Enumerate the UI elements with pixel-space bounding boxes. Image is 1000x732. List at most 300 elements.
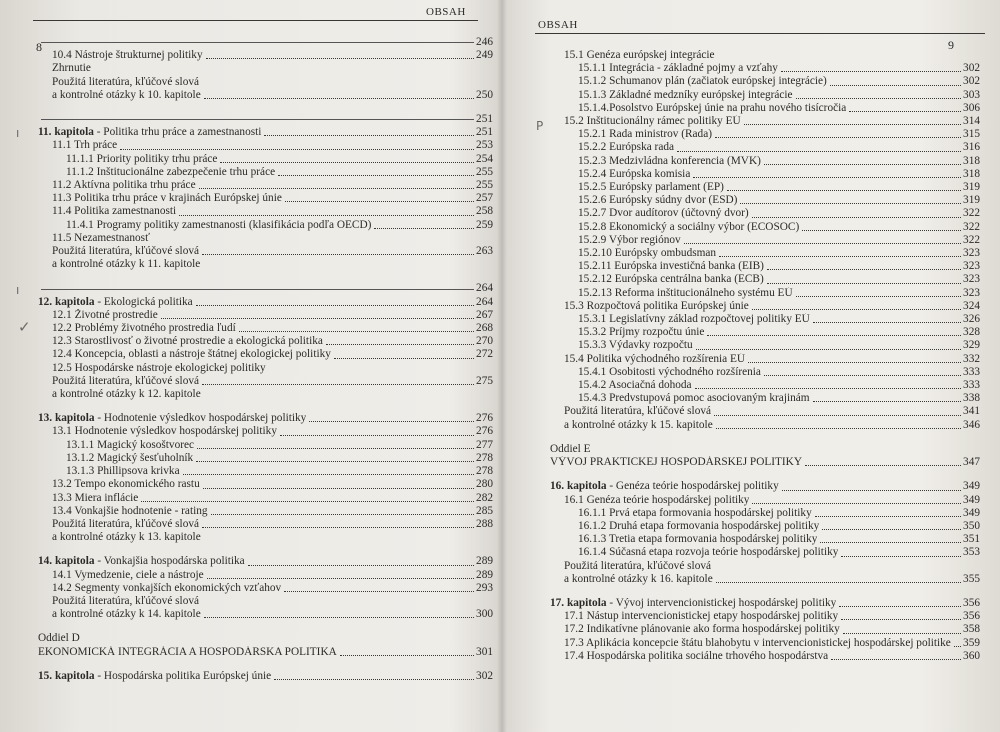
toc-entry bbox=[38, 412, 493, 425]
toc-entry-label bbox=[578, 89, 793, 102]
toc-entry bbox=[38, 258, 493, 271]
toc-entry-label bbox=[66, 219, 371, 232]
toc-entry-label bbox=[578, 221, 799, 234]
toc-entry-text: a kontrolné otázky k 14. kapitole bbox=[52, 608, 201, 621]
toc-entry-label bbox=[52, 608, 201, 621]
toc-entry-text: Použitá literatúra, kľúčové slová bbox=[564, 405, 712, 418]
toc-entry bbox=[550, 546, 980, 559]
toc-entry bbox=[38, 309, 493, 322]
dot-leader bbox=[716, 582, 961, 583]
dot-leader bbox=[677, 151, 961, 152]
toc-entry-label bbox=[52, 139, 117, 152]
dot-leader bbox=[752, 503, 961, 504]
toc-page-number: 277 bbox=[476, 438, 493, 451]
toc-page-number: 338 bbox=[963, 392, 980, 405]
toc-entry-label bbox=[578, 260, 764, 273]
dot-leader bbox=[248, 565, 474, 566]
toc-entry-text: 13.2 Tempo ekonomického rastu bbox=[52, 478, 200, 491]
toc-entry-label bbox=[52, 89, 201, 102]
toc-entry-label bbox=[66, 465, 180, 478]
toc-entry bbox=[38, 646, 493, 659]
toc-page-number: 300 bbox=[476, 608, 493, 621]
toc-entry-text: VÝVOJ PRAKTICKEJ HOSPODÁRSKEJ POLITIKY bbox=[550, 456, 803, 469]
dot-leader bbox=[202, 527, 474, 528]
toc-entry-text: a kontrolné otázky k 12. kapitole bbox=[52, 388, 201, 401]
toc-entry-text: a kontrolné otázky k 13. kapitole bbox=[52, 531, 201, 544]
toc-entry-label bbox=[564, 353, 745, 366]
toc-page-number: 353 bbox=[963, 546, 980, 559]
toc-entry-label bbox=[550, 597, 836, 610]
toc-list bbox=[38, 36, 493, 683]
toc-entry-label bbox=[564, 573, 713, 586]
toc-entry bbox=[550, 207, 980, 220]
toc-entry bbox=[38, 569, 493, 582]
toc-entry bbox=[550, 181, 980, 194]
toc-page-number: 323 bbox=[963, 247, 980, 260]
toc-page-number: 306 bbox=[963, 101, 980, 114]
toc-entry-text: Použitá literatúra, kľúčové slová bbox=[52, 75, 200, 88]
toc-entry-text: 16.1.4 Súčasná etapa rozvoja teórie hospodárskej politiky bbox=[578, 546, 839, 559]
toc-page-number: 249 bbox=[476, 49, 493, 62]
toc-entry-text: - Ekologická politika bbox=[94, 295, 193, 308]
dot-leader bbox=[727, 190, 961, 191]
toc-entry-label bbox=[578, 379, 692, 392]
toc-page-number: 255 bbox=[476, 165, 493, 178]
toc-entry-text: 11.2 Aktívna politika trhu práce bbox=[52, 179, 196, 192]
toc-page-number: 359 bbox=[963, 636, 980, 649]
dot-leader bbox=[202, 254, 474, 255]
toc-entry-label bbox=[578, 207, 749, 220]
toc-entry bbox=[550, 533, 980, 546]
pencil-mark: ı bbox=[16, 126, 20, 140]
toc-entry-label bbox=[38, 555, 245, 568]
toc-entry-text: a kontrolné otázky k 10. kapitole bbox=[52, 88, 201, 101]
toc-entry-text: 11.1 Trh práce bbox=[52, 139, 118, 152]
toc-entry bbox=[38, 439, 493, 452]
dot-leader bbox=[334, 358, 474, 359]
toc-entry-label bbox=[578, 194, 737, 207]
toc-entry-text: Použitá literatúra, kľúčové slová bbox=[52, 245, 200, 258]
toc-entry-label bbox=[564, 115, 741, 128]
toc-entry-label bbox=[38, 126, 261, 139]
dot-leader bbox=[196, 461, 474, 462]
toc-page-number: 322 bbox=[963, 207, 980, 220]
dot-leader bbox=[183, 474, 474, 475]
toc-page-number: 259 bbox=[476, 218, 493, 231]
dot-leader bbox=[278, 175, 474, 176]
toc-entry bbox=[38, 49, 493, 62]
toc-entry bbox=[38, 245, 493, 258]
dot-leader bbox=[684, 243, 961, 244]
toc-page-number: 350 bbox=[963, 519, 980, 532]
toc-entry bbox=[38, 232, 493, 245]
dot-leader bbox=[752, 217, 961, 218]
toc-entry bbox=[550, 405, 980, 418]
dot-leader bbox=[841, 619, 961, 620]
running-head: OBSAH bbox=[538, 19, 578, 31]
dot-leader bbox=[696, 349, 961, 350]
toc-entry-text: 15.4 Politika východného rozšírenia EÚ bbox=[564, 352, 746, 365]
toc-page-number: 246 bbox=[476, 36, 493, 48]
toc-page-number: 276 bbox=[476, 425, 493, 438]
dot-leader bbox=[813, 401, 962, 402]
dot-leader bbox=[820, 542, 961, 543]
toc-entry-text: 11.3 Politika trhu práce v krajinách Európskej únie bbox=[52, 192, 282, 205]
toc-entry-text: 12.4 Koncepcia, oblasti a nástroje štátnej ekologickej politiky bbox=[52, 348, 331, 361]
toc-page-number: 302 bbox=[963, 62, 980, 75]
toc-entry-label bbox=[52, 595, 199, 608]
dot-leader bbox=[831, 659, 961, 660]
toc-entry-label bbox=[52, 322, 236, 335]
toc-entry-label bbox=[578, 273, 764, 286]
toc-page-number: 251 bbox=[476, 126, 493, 139]
dot-leader bbox=[197, 448, 474, 449]
toc-entry bbox=[38, 518, 493, 531]
dot-leader bbox=[843, 633, 961, 634]
toc-page-number: 257 bbox=[476, 192, 493, 205]
toc-page-number: 258 bbox=[476, 205, 493, 218]
chapter-number: 15. kapitola bbox=[38, 669, 95, 682]
dot-leader bbox=[719, 256, 961, 257]
toc-entry-text: 15.2.4 Európska komisia bbox=[578, 167, 691, 180]
dot-leader bbox=[767, 269, 961, 270]
toc-entry-label bbox=[66, 153, 217, 166]
toc-entry bbox=[550, 194, 980, 207]
toc-entry-label bbox=[52, 335, 323, 348]
toc-entry-label bbox=[52, 388, 201, 401]
toc-entry-text: 13.4 Vonkajšie hodnotenie - rating bbox=[52, 504, 208, 517]
toc-entry-text: 15.4.2 Asociačná dohoda bbox=[578, 379, 692, 392]
toc-page-number: 255 bbox=[476, 179, 493, 192]
toc-entry bbox=[38, 36, 493, 49]
toc-entry-text: 15.2.12 Európska centrálna banka (ECB) bbox=[578, 273, 764, 286]
toc-page-number: 323 bbox=[963, 286, 980, 299]
toc-page-number: 285 bbox=[476, 504, 493, 517]
dot-leader bbox=[813, 322, 961, 323]
toc-entry-text: Použitá literatúra, kľúčové slová bbox=[52, 374, 200, 387]
toc-page-number: 341 bbox=[963, 405, 980, 418]
dot-leader bbox=[141, 501, 474, 502]
dot-leader bbox=[340, 655, 474, 656]
toc-entry bbox=[38, 76, 493, 89]
toc-entry-text: - Politika trhu práce a zamestnanosti bbox=[93, 126, 262, 139]
toc-entry bbox=[550, 247, 980, 260]
toc-entry-text: 15.3.3 Výdavky rozpočtu bbox=[578, 339, 693, 352]
toc-page-number: 322 bbox=[963, 220, 980, 233]
toc-entry-text: 15.2.7 Dvor audítorov (účtovný dvor) bbox=[578, 207, 749, 220]
toc-entry-label bbox=[578, 75, 827, 88]
toc-entry-text: a kontrolné otázky k 16. kapitole bbox=[564, 572, 713, 585]
dot-leader bbox=[695, 388, 961, 389]
toc-entry-label bbox=[550, 480, 779, 493]
toc-entry bbox=[38, 478, 493, 491]
toc-page-number: 250 bbox=[476, 88, 493, 101]
toc-entry-text: 13.3 Miera inflácie bbox=[52, 491, 139, 504]
toc-page-number: 349 bbox=[963, 480, 980, 493]
dot-leader bbox=[693, 177, 961, 178]
toc-page-number: 280 bbox=[476, 478, 493, 491]
dot-leader bbox=[716, 428, 961, 429]
dot-leader bbox=[839, 606, 961, 607]
toc-entry-label bbox=[52, 425, 277, 438]
toc-page-number: 253 bbox=[476, 139, 493, 152]
toc-entry-text: 15.2.11 Európska investičná banka (EIB) bbox=[578, 260, 764, 273]
toc-page-number: 360 bbox=[963, 649, 980, 662]
pencil-check: ✓ bbox=[18, 318, 31, 336]
dot-leader bbox=[796, 296, 961, 297]
toc-entry-text: 13.1.2 Magický šesťuholník bbox=[66, 451, 194, 464]
toc-entry bbox=[550, 102, 980, 115]
toc-entry-label bbox=[52, 492, 138, 505]
toc-entry bbox=[38, 296, 493, 309]
dot-leader bbox=[274, 679, 474, 680]
toc-page-number: 301 bbox=[476, 645, 493, 658]
dot-leader bbox=[284, 591, 474, 592]
toc-entry-text: 15.1.3 Základné medzníky európskej integrácie bbox=[578, 88, 793, 101]
right-page bbox=[520, 0, 985, 732]
toc-entry bbox=[550, 623, 980, 636]
toc-page-number: 319 bbox=[963, 181, 980, 194]
toc-entry bbox=[550, 480, 980, 493]
toc-entry bbox=[38, 153, 493, 166]
toc-entry-text: 12.2 Problémy životného prostredia ľudí bbox=[52, 322, 236, 335]
toc-entry bbox=[38, 282, 493, 295]
dot-leader bbox=[715, 137, 961, 138]
dot-leader bbox=[203, 488, 474, 489]
toc-page-number: 289 bbox=[476, 555, 493, 568]
dot-leader bbox=[264, 135, 474, 136]
dot-leader bbox=[805, 465, 961, 466]
toc-entry-label bbox=[66, 452, 193, 465]
toc-entry bbox=[550, 89, 980, 102]
toc-page-number: 314 bbox=[963, 115, 980, 128]
toc-entry-label bbox=[564, 494, 749, 507]
toc-page-number: 347 bbox=[963, 456, 980, 469]
toc-entry-text: 13.1.3 Phillipsova krivka bbox=[66, 465, 180, 478]
toc-page-number: 270 bbox=[476, 335, 493, 348]
toc-entry-text: 17.2 Indikatívne plánovanie ako forma hospodárskej politiky bbox=[564, 623, 840, 636]
toc-entry bbox=[550, 221, 980, 234]
dot-leader bbox=[374, 228, 474, 229]
toc-entry-label bbox=[578, 392, 810, 405]
toc-page-number: 351 bbox=[963, 533, 980, 546]
toc-entry-text: 16.1.2 Druhá etapa formovania hospodárskej politiky bbox=[578, 519, 820, 532]
toc-entry bbox=[38, 219, 493, 232]
toc-entry-label bbox=[52, 375, 199, 388]
toc-entry bbox=[38, 452, 493, 465]
toc-entry-label bbox=[578, 326, 704, 339]
toc-entry-label bbox=[578, 155, 761, 168]
toc-entry-label bbox=[578, 234, 681, 247]
dot-leader bbox=[781, 71, 961, 72]
toc-entry-label bbox=[564, 637, 951, 650]
toc-entry-label bbox=[564, 560, 711, 573]
toc-entry bbox=[38, 166, 493, 179]
toc-entry-text: 11.4 Politika zamestnanosti bbox=[52, 205, 177, 218]
toc-entry-text: 14.2 Segmenty vonkajších ekonomických vzťahov bbox=[52, 581, 282, 594]
toc-page-number: 315 bbox=[963, 128, 980, 141]
dot-leader bbox=[748, 362, 961, 363]
pencil-mark: P bbox=[536, 119, 544, 133]
toc-entry bbox=[38, 205, 493, 218]
toc-entry bbox=[550, 520, 980, 533]
dot-leader bbox=[239, 331, 474, 332]
toc-page-number: 276 bbox=[476, 412, 493, 425]
toc-entry bbox=[550, 650, 980, 663]
toc-entry-text: 13.1 Hodnotenie výsledkov hospodárskej politiky bbox=[52, 425, 277, 438]
toc-page-number: 318 bbox=[963, 167, 980, 180]
toc-entry-text: 15.4.3 Predvstupová pomoc asociovaným krajinám bbox=[578, 392, 810, 405]
dot-leader bbox=[822, 529, 961, 530]
toc-entry bbox=[550, 366, 980, 379]
toc-entry-label bbox=[52, 362, 266, 375]
toc-entry-label bbox=[550, 443, 590, 456]
toc-entry-text: 15.3.2 Príjmy rozpočtu únie bbox=[578, 326, 705, 339]
toc-entry bbox=[38, 362, 493, 375]
page-number: 8 bbox=[36, 40, 42, 54]
toc-entry-label bbox=[578, 546, 838, 559]
dot-leader bbox=[41, 289, 474, 290]
toc-page-number: 275 bbox=[476, 374, 493, 387]
toc-entry bbox=[550, 115, 980, 128]
toc-entry-label bbox=[52, 245, 199, 258]
toc-entry-text: Zhrnutie bbox=[52, 62, 91, 75]
toc-entry-label bbox=[578, 507, 812, 520]
toc-entry-text: 13.1.1 Magický kosoštvorec bbox=[66, 438, 195, 451]
toc-page-number: 264 bbox=[476, 295, 493, 308]
toc-entry-text: 15.2 Inštitucionálny rámec politiky EÚ bbox=[564, 115, 741, 128]
toc-entry-label bbox=[564, 405, 711, 418]
toc-page-number: 349 bbox=[963, 506, 980, 519]
toc-page-number: 302 bbox=[476, 669, 493, 682]
toc-entry bbox=[550, 62, 980, 75]
chapter-number: 16. kapitola bbox=[550, 480, 607, 493]
toc-entry-label bbox=[578, 128, 712, 141]
toc-entry-text: 11.5 Nezamestnanosť bbox=[52, 231, 150, 244]
toc-entry-text: 17.3 Aplikácia koncepcie štátu blahobytu v intervencionistickej hospodárskej politike bbox=[564, 636, 951, 649]
toc-entry bbox=[38, 632, 493, 645]
dot-leader bbox=[707, 335, 961, 336]
toc-entry bbox=[550, 273, 980, 286]
toc-entry-text: 11.1.2 Inštitucionálne zabezpečenie trhu práce bbox=[66, 165, 276, 178]
dot-leader bbox=[41, 119, 474, 120]
toc-entry bbox=[38, 179, 493, 192]
running-head: OBSAH bbox=[426, 6, 466, 18]
toc-entry-label bbox=[66, 166, 275, 179]
toc-entry bbox=[550, 49, 980, 62]
toc-page-number: 288 bbox=[476, 517, 493, 530]
toc-entry-label bbox=[578, 181, 724, 194]
toc-entry-text: 15.2.9 Výbor regiónov bbox=[578, 233, 681, 246]
toc-entry-text: 16.1.3 Tretia etapa formovania hospodárskej politiky bbox=[578, 533, 818, 546]
toc-entry bbox=[550, 379, 980, 392]
toc-entry-label bbox=[578, 168, 690, 181]
toc-page-number: 267 bbox=[476, 308, 493, 321]
toc-page-number: 254 bbox=[476, 152, 493, 165]
toc-entry bbox=[38, 375, 493, 388]
toc-entry-text: 12.5 Hospodárske nástroje ekologickej politiky bbox=[52, 361, 266, 374]
toc-entry-text: 15.2.3 Medzivládna konferencia (MVK) bbox=[578, 154, 761, 167]
toc-page-number: 278 bbox=[476, 451, 493, 464]
toc-page-number: 358 bbox=[963, 623, 980, 636]
toc-entry-label bbox=[52, 518, 199, 531]
toc-entry-label bbox=[52, 232, 150, 245]
toc-entry-text: 12.3 Starostlivosť o životné prostredie a ekologická politika bbox=[52, 335, 323, 348]
toc-entry-text: - Vonkajšia hospodárska politika bbox=[94, 555, 245, 568]
toc-page-number: 282 bbox=[476, 491, 493, 504]
dot-leader bbox=[285, 201, 474, 202]
toc-page-number: 316 bbox=[963, 141, 980, 154]
header-rule bbox=[33, 20, 478, 21]
toc-entry-label bbox=[564, 650, 828, 663]
toc-entry-label bbox=[578, 141, 674, 154]
toc-page-number: 319 bbox=[963, 194, 980, 207]
toc-entry bbox=[38, 192, 493, 205]
toc-page-number: 349 bbox=[963, 493, 980, 506]
toc-entry-text: 15.1 Genéza európskej integrácie bbox=[564, 49, 715, 61]
toc-page-number: 356 bbox=[963, 596, 980, 609]
toc-entry-label bbox=[52, 205, 176, 218]
toc-entry bbox=[38, 348, 493, 361]
toc-entry bbox=[550, 128, 980, 141]
dot-leader bbox=[161, 318, 474, 319]
dot-leader bbox=[220, 162, 474, 163]
toc-page-number: 303 bbox=[963, 88, 980, 101]
toc-entry bbox=[550, 287, 980, 300]
dot-leader bbox=[120, 149, 474, 150]
toc-entry-text: Použitá literatúra, kľúčové slová bbox=[52, 517, 200, 530]
toc-entry-label bbox=[52, 569, 204, 582]
toc-page-number: 272 bbox=[476, 348, 493, 361]
toc-entry-text: 15.2.8 Ekonomický a sociálny výbor (ECOSOC) bbox=[578, 220, 800, 233]
dot-leader bbox=[199, 188, 474, 189]
dot-leader bbox=[309, 421, 474, 422]
toc-entry-text: 12.1 Životné prostredie bbox=[52, 308, 158, 321]
dot-leader bbox=[764, 164, 961, 165]
toc-entry-text: a kontrolné otázky k 15. kapitole bbox=[564, 418, 713, 431]
toc-entry-label bbox=[578, 520, 819, 533]
toc-page-number: 302 bbox=[963, 75, 980, 88]
toc-entry-text: 15.1.4.Posolstvo Európskej únie na prahu nového tisícročia bbox=[578, 101, 847, 114]
toc-entry-label bbox=[66, 439, 194, 452]
toc-entry-label bbox=[564, 49, 715, 62]
toc-entry bbox=[38, 505, 493, 518]
toc-entry bbox=[550, 610, 980, 623]
toc-entry bbox=[38, 608, 493, 621]
book-gutter bbox=[497, 0, 507, 732]
toc-entry-text: 15.2.10 Európsky ombudsman bbox=[578, 247, 717, 260]
toc-entry bbox=[38, 113, 493, 126]
dot-leader bbox=[752, 309, 961, 310]
toc-entry-label bbox=[578, 313, 810, 326]
dot-leader bbox=[41, 42, 474, 43]
left-page bbox=[16, 0, 493, 732]
toc-page-number: 293 bbox=[476, 581, 493, 594]
toc-entry-label bbox=[38, 670, 271, 683]
dot-leader bbox=[830, 85, 961, 86]
dot-leader bbox=[326, 344, 474, 345]
chapter-number: 12. kapitola bbox=[38, 295, 95, 308]
dot-leader bbox=[802, 230, 961, 231]
toc-entry bbox=[550, 597, 980, 610]
toc-entry bbox=[550, 560, 980, 573]
toc-entry bbox=[550, 75, 980, 88]
toc-entry-label bbox=[578, 62, 778, 75]
dot-leader bbox=[782, 490, 961, 491]
toc-entry-label bbox=[52, 582, 281, 595]
toc-entry-text: 15.2.6 Európsky súdny dvor (ESD) bbox=[578, 194, 738, 207]
toc-entry bbox=[38, 89, 493, 102]
